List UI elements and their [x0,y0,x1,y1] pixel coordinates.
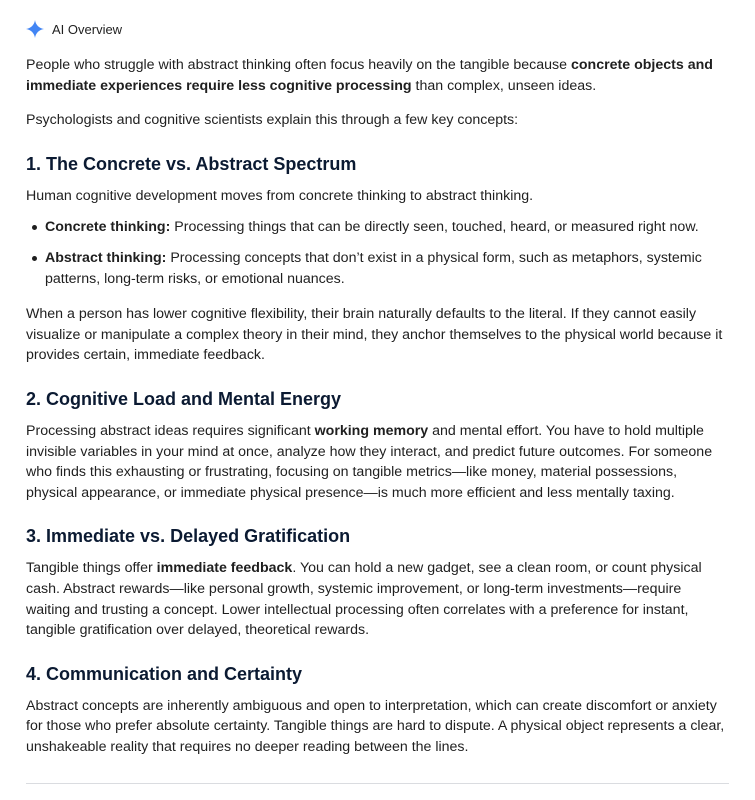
section-3-text: Tangible things offer [26,560,157,577]
section-2-text-end: and mental effort. You have to hold multiple invisible variables in your mind at once, analyze how they interact, and predict future outcomes. For someone who finds this exhausting or frustrating, focusing on tangible metrics—like money, material possessions, physical appearance, or immediate physical presence—is much more efficient and less mentally taxing. [26,422,713,501]
bullet-list [26,217,729,289]
section-1-body: When a person has lower cognitive flexibility, their brain naturally defaults to the literal. If they cannot easily visualize or manipulate a complex theory in their mind, they anchor themselves to the physical world because it provides certain, immediate feedback. [26,306,723,364]
intro-text: People who struggle with abstract thinking often focus heavily on the tangible because [26,57,571,73]
section-1-lead: Human cognitive development moves from concrete thinking to abstract thinking. [26,187,534,204]
section-3-emphasis: immediate feedback [156,560,293,577]
section-heading-4: 4. Communication and Certainty [26,663,303,684]
bullet-text: Processing concepts that don’t exist in a physical form, such as metaphors, systemic patterns, long-term risks, or emotional nuances. [45,249,702,287]
ai-overview-label: AI Overview [52,21,123,37]
bullet-term: Abstract thinking: [45,249,167,266]
section-heading-2: 2. Cognitive Load and Mental Energy [26,388,342,409]
section-3-text-end: . You can hold a new gadget, see a clean room, or count physical cash. Abstract rewards—like personal growth, systemic improvement, or long-term investments—require waiting and trusting a concept. Lower intellectual processing often correlates with a preference for instant, tangible gratification over delayed, theoretical rewards. [26,560,702,639]
intro-emphasis: concrete objects and immediate experiences require less cognitive processing [26,57,713,94]
sparkle-icon [26,20,44,38]
bullet-item [26,248,729,289]
intro-text-end: than complex, unseen ideas. [411,77,597,94]
bullet-item [26,217,729,238]
section-2-body [26,421,729,503]
divider [26,783,729,784]
method-paragraph: Psychologists and cognitive scientists explain this through a few key concepts: [26,112,519,129]
section-heading-1: 1. The Concrete vs. Abstract Spectrum [26,153,357,174]
section-heading-3: 3. Immediate vs. Delayed Gratification [26,526,351,547]
section-2-text: Processing abstract ideas requires significant [26,422,315,439]
section-4-body: Abstract concepts are inherently ambiguous and open to interpretation, which can create discomfort or anxiety for those who prefer absolute certainty. Tangible things are hard to dispute. A physical object represents a clear, unshakeable reality that requires no deeper reading between the lines. [26,697,725,755]
ai-overview-header [26,20,122,38]
section-3-body [26,558,729,640]
bullet-text: Processing things that can be directly seen, touched, heard, or measured right now. [170,219,699,236]
bullet-term: Concrete thinking: [45,219,171,236]
section-2-emphasis: working memory [314,422,429,439]
intro-paragraph [26,55,729,96]
overview-content [26,55,729,778]
